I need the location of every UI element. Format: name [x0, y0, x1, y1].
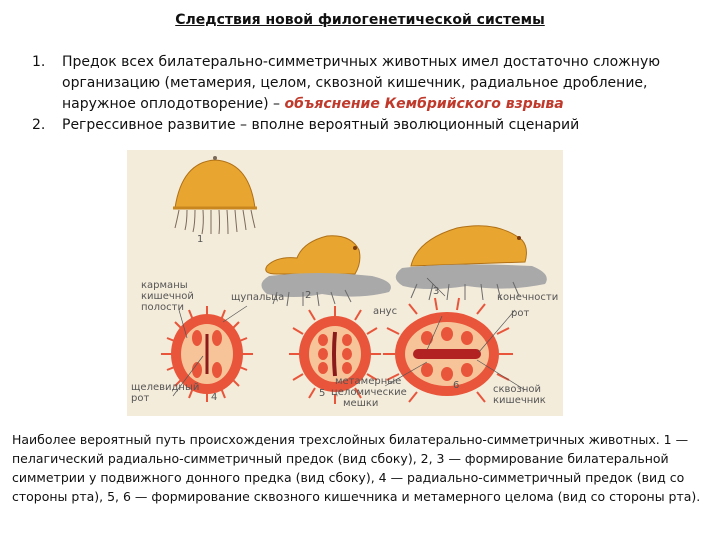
label-meta-sacs-3: мешки: [343, 398, 379, 409]
label-pockets-1: карманы: [141, 280, 188, 291]
label-meta-sacs-1: метамерные: [335, 376, 402, 387]
label-pockets-3: полости: [141, 302, 184, 313]
label-5: 5: [319, 388, 326, 399]
label-1: 1: [197, 234, 204, 245]
item-text: Регрессивное развитие – вполне вероятный эволюционный сценарий: [62, 117, 580, 133]
label-mouth: рот: [511, 308, 530, 319]
item-number: 1.: [32, 54, 46, 70]
label-through-gut-2: кишечник: [493, 395, 546, 406]
slide-title: Следствия новой филогенетической системы: [175, 12, 545, 28]
label-3: 3: [433, 286, 440, 297]
evolution-figure: [127, 150, 563, 416]
label-tentacles: щупальца: [231, 292, 285, 303]
figure-caption: Наиболее вероятный путь происхождения трехслойных билатерально-симметричных животных. 1 — пелагический радиально-симметричный предок (вид сбоку), 2, 3 — формирование билатеральной симметрии у подвижного донного предка (вид сбоку), 4 — радиально-симметричный предок (вид со стороны рта), 5, 6 — формирование сквозного кишечника и метамерного целома (вид со стороны рта).: [12, 432, 701, 504]
label-anus: анус: [373, 306, 398, 317]
label-meta-sacs-2: целомические: [331, 387, 407, 398]
label-slit-mouth-2: рот: [131, 393, 150, 404]
list-item: [32, 52, 692, 115]
item-accent-text: объяснение Кембрийского взрыва: [284, 96, 564, 112]
label-6: 6: [453, 380, 460, 391]
label-2: 2: [305, 290, 312, 301]
list-item: [32, 115, 692, 136]
label-through-gut-1: сквозной: [493, 384, 542, 395]
item-number: 2.: [32, 117, 46, 133]
label-pockets-2: кишечной: [141, 291, 194, 302]
label-limbs: конечности: [497, 292, 559, 303]
label-slit-mouth-1: щелевидный: [131, 382, 200, 393]
item-text: Предок всех билатерально-симметричных животных имел достаточно сложную организацию (метамерия, целом, сквозной кишечник, радиальное дробление, наружное оплодотворение) –: [62, 54, 661, 112]
key-points-list: [32, 52, 692, 136]
label-4: 4: [211, 392, 218, 403]
